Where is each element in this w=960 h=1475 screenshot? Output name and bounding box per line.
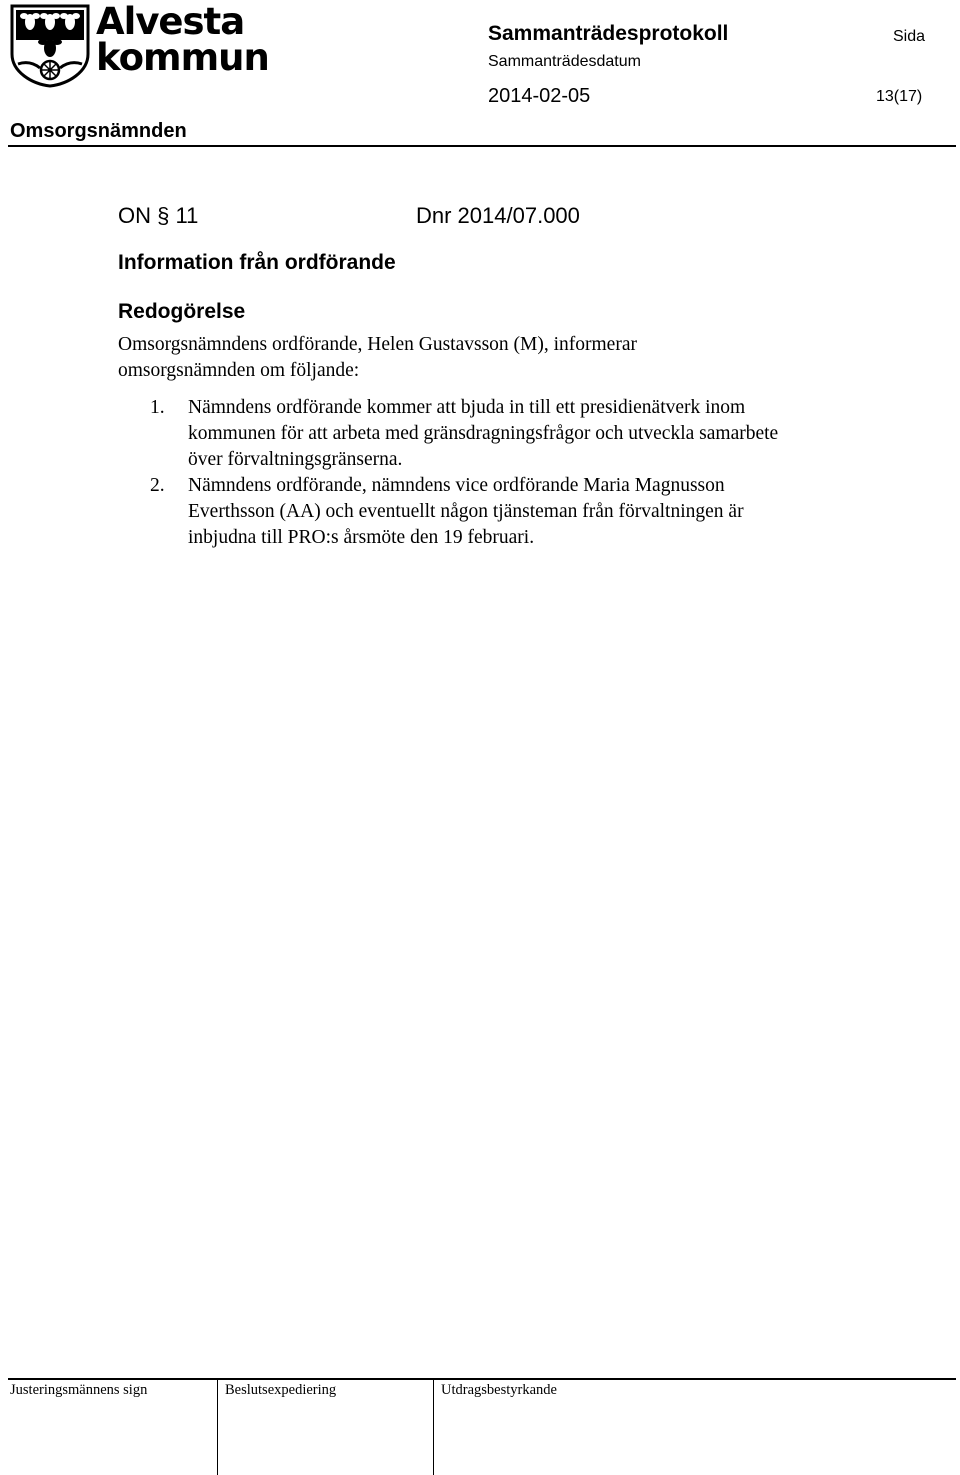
committee-name: Omsorgsnämnden	[10, 120, 187, 142]
footer-label-dispatch: Beslutsexpediering	[225, 1382, 337, 1398]
intro-paragraph: Omsorgsnämndens ordförande, Helen Gustavsson (M), informerar omsorgsnämnden om följande:	[118, 334, 637, 381]
diary-number: Dnr 2014/07.000	[416, 203, 580, 228]
subheading-redogorelse: Redogörelse	[118, 300, 246, 323]
list-item	[150, 473, 790, 551]
list-item-number: 2.	[150, 475, 165, 496]
footer-label-signature: Justeringsmännens sign	[10, 1382, 148, 1398]
numbered-list	[150, 395, 790, 551]
meeting-date-label: Sammanträdesdatum	[488, 53, 641, 70]
logo-text-alvesta: Alvesta	[96, 0, 245, 43]
document-title: Sammanträdesprotokoll	[488, 22, 729, 45]
page-number: 13(17)	[876, 88, 923, 105]
footer-divider	[8, 1378, 956, 1380]
list-item-number: 1.	[150, 397, 165, 418]
alvesta-kommun-logo	[10, 0, 269, 88]
item-title: Information från ordförande	[118, 251, 396, 274]
page-label: Sida	[893, 28, 926, 45]
paragraph-id: ON § 11	[118, 203, 199, 228]
header-divider	[8, 145, 956, 147]
footer-label-certification: Utdragsbestyrkande	[441, 1382, 557, 1398]
footer-column-divider	[217, 1378, 218, 1475]
list-item-text: Nämndens ordförande kommer att bjuda in till ett presidienätverk inom kommunen för att arbeta med gränsdragningsfrågor och utveckla samarbete över förvaltningsgränserna.	[188, 397, 779, 470]
logo-text-kommun: kommun	[96, 36, 269, 79]
list-item	[150, 395, 790, 473]
list-item-text: Nämndens ordförande, nämndens vice ordförande Maria Magnusson Everthsson (AA) och eventuellt någon tjänsteman från förvaltningen är inbjudna till PRO:s årsmöte den 19 februari.	[188, 475, 744, 548]
meeting-date: 2014-02-05	[488, 85, 591, 107]
footer-column-divider	[433, 1378, 434, 1475]
